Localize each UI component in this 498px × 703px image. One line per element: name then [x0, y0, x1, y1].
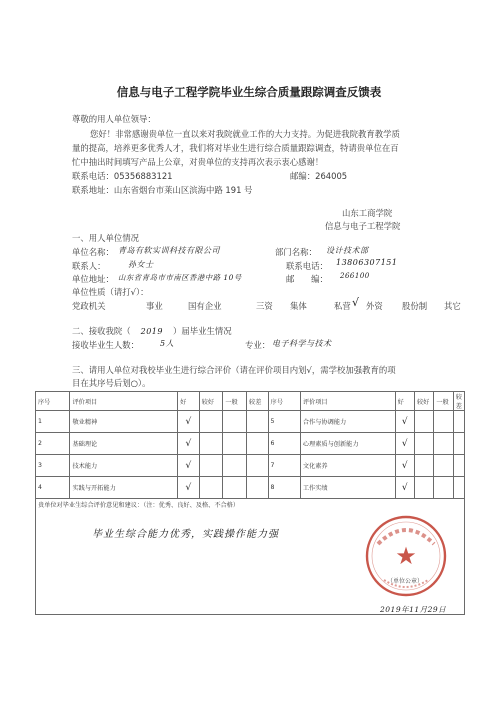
header-average-right: 一般: [434, 392, 453, 411]
graduate-count-label: 接收毕业生人数：: [72, 340, 139, 350]
section1-heading: 一、用人单位情况: [72, 233, 139, 243]
nature-state-owned: 国有企业: [188, 301, 222, 311]
row-item: 技术能力: [70, 455, 178, 477]
nature-other: 其它: [444, 301, 461, 311]
evaluation-table: [35, 391, 465, 499]
row-mark-good: √: [395, 411, 414, 433]
header-average-left: 一般: [223, 392, 247, 411]
header-fair-right: 较好: [414, 392, 433, 411]
section2-heading: 二、接收我院（ 2019 ）届毕业生情况: [72, 326, 232, 336]
table-row: [36, 455, 465, 477]
sign-date: 2019年11月29日: [380, 605, 447, 614]
comment-label: 贵单位对毕业生综合评价意见和建议：（注：优秀、良好、及格、不合格）: [38, 502, 240, 509]
unit-address-value: 山东省青岛市市南区香港中路 10号: [118, 273, 242, 282]
unit-postcode-value: 266100: [340, 272, 370, 280]
row-item: 合作与协调能力: [300, 411, 395, 433]
nature-private: 私营: [334, 301, 351, 311]
school-postcode: 邮编：264005: [290, 171, 348, 181]
section3-heading-line2: 目在其序号后划○）。: [72, 378, 151, 388]
row-no: 2: [36, 433, 70, 455]
header-good-left: 好: [178, 392, 200, 411]
header-no-left: 序号: [36, 392, 70, 411]
row-no: 5: [268, 411, 300, 433]
nature-selected-mark: √: [352, 296, 360, 309]
graduate-count-value: 5人: [160, 339, 175, 348]
header-no-right: 序号: [268, 392, 300, 411]
intro-line-2: 量的提高，培养更多优秀人才，我们将对毕业生进行综合质量跟踪调查，特请贵单位在百: [72, 143, 399, 153]
nature-public-institution: 事业: [146, 301, 163, 311]
nature-joint-stock: 股份制: [402, 301, 428, 311]
section3-heading-line1: 三、请用人单位对我校毕业生进行综合评价（请在评价项目内划√，需学校加强教育的项: [72, 365, 396, 375]
sign-org-college: 信息与电子工程学院: [325, 221, 401, 231]
unit-phone-label: 联系电话：: [286, 261, 328, 271]
row-item: 实践与开拓能力: [70, 477, 178, 499]
row-no: 6: [268, 433, 300, 455]
header-poor-left: 较差: [247, 392, 269, 411]
table-header-row: [36, 392, 465, 411]
company-seal-icon: [364, 514, 448, 598]
header-item-right: 评价项目: [300, 392, 395, 411]
row-item: 心理素质与创新能力: [300, 433, 395, 455]
unit-nature-label: 单位性质（请打√）：: [72, 287, 149, 297]
row-no: 3: [36, 455, 70, 477]
page-title: 信息与电子工程学院毕业生综合质量跟踪调查反馈表: [116, 85, 382, 99]
row-no: 1: [36, 411, 70, 433]
row-no: 8: [268, 477, 300, 499]
row-mark-good: √: [395, 433, 414, 455]
sign-org-school: 山东工商学院: [342, 208, 393, 218]
row-mark-good: √: [178, 411, 200, 433]
header-item-left: 评价项目: [70, 392, 178, 411]
dept-value: 设计技术部: [326, 246, 369, 255]
dept-label: 部门名称：: [275, 247, 317, 257]
svg-text:★: ★: [395, 542, 417, 570]
school-phone: 联系电话：05356883121: [72, 171, 173, 181]
row-item: 敬业精神: [70, 411, 178, 433]
major-value: 电子科学与技术: [272, 339, 332, 348]
unit-phone-value: 13806307151: [336, 258, 398, 267]
nature-party-gov: 党政机关: [72, 301, 106, 311]
row-item: 基础理论: [70, 433, 178, 455]
table-row: [36, 477, 465, 499]
intro-line-3: 忙中抽出时间填写产品上公章，对贵单位的支持再次表示衷心感谢！: [72, 157, 324, 167]
table-row: [36, 411, 465, 433]
intro-line-1: 您好！非常感谢贵单位一直以来对我院就业工作的大力支持。为促进我院教育教学质: [90, 129, 400, 139]
nature-foreign-joint: 三资: [256, 301, 273, 311]
row-no: 4: [36, 477, 70, 499]
unit-name-label: 单位名称：: [72, 247, 114, 257]
unit-contact-value: 孙女士: [128, 260, 154, 269]
header-good-right: 好: [395, 392, 414, 411]
row-mark-good: √: [178, 455, 200, 477]
unit-name-value: 青岛有软实训科技有限公司: [118, 246, 220, 255]
row-item: 工作实绩: [300, 477, 395, 499]
row-mark-good: √: [395, 477, 414, 499]
comment-handwritten: 毕业生综合能力优秀，实践操作能力强: [92, 529, 279, 540]
major-label: 专业：: [245, 340, 271, 350]
row-mark-good: √: [178, 477, 200, 499]
stamp-label: （单位公章）: [387, 578, 424, 585]
unit-postcode-label: 邮 编：: [286, 274, 328, 284]
row-mark-good: √: [395, 455, 414, 477]
nature-collective: 集体: [290, 301, 307, 311]
school-address: 联系地址：山东省烟台市莱山区滨海中路 191 号: [72, 185, 253, 195]
row-item: 文化素养: [300, 455, 395, 477]
row-mark-good: √: [178, 433, 200, 455]
unit-address-label: 单位地址：: [72, 274, 114, 284]
unit-contact-label: 联系人：: [72, 261, 106, 271]
header-fair-left: 较好: [199, 392, 223, 411]
header-poor-right: 较差: [453, 392, 464, 411]
nature-foreign: 外资: [366, 301, 383, 311]
table-row: [36, 433, 465, 455]
salutation: 尊敬的用人单位领导：: [72, 114, 156, 124]
row-no: 7: [268, 455, 300, 477]
